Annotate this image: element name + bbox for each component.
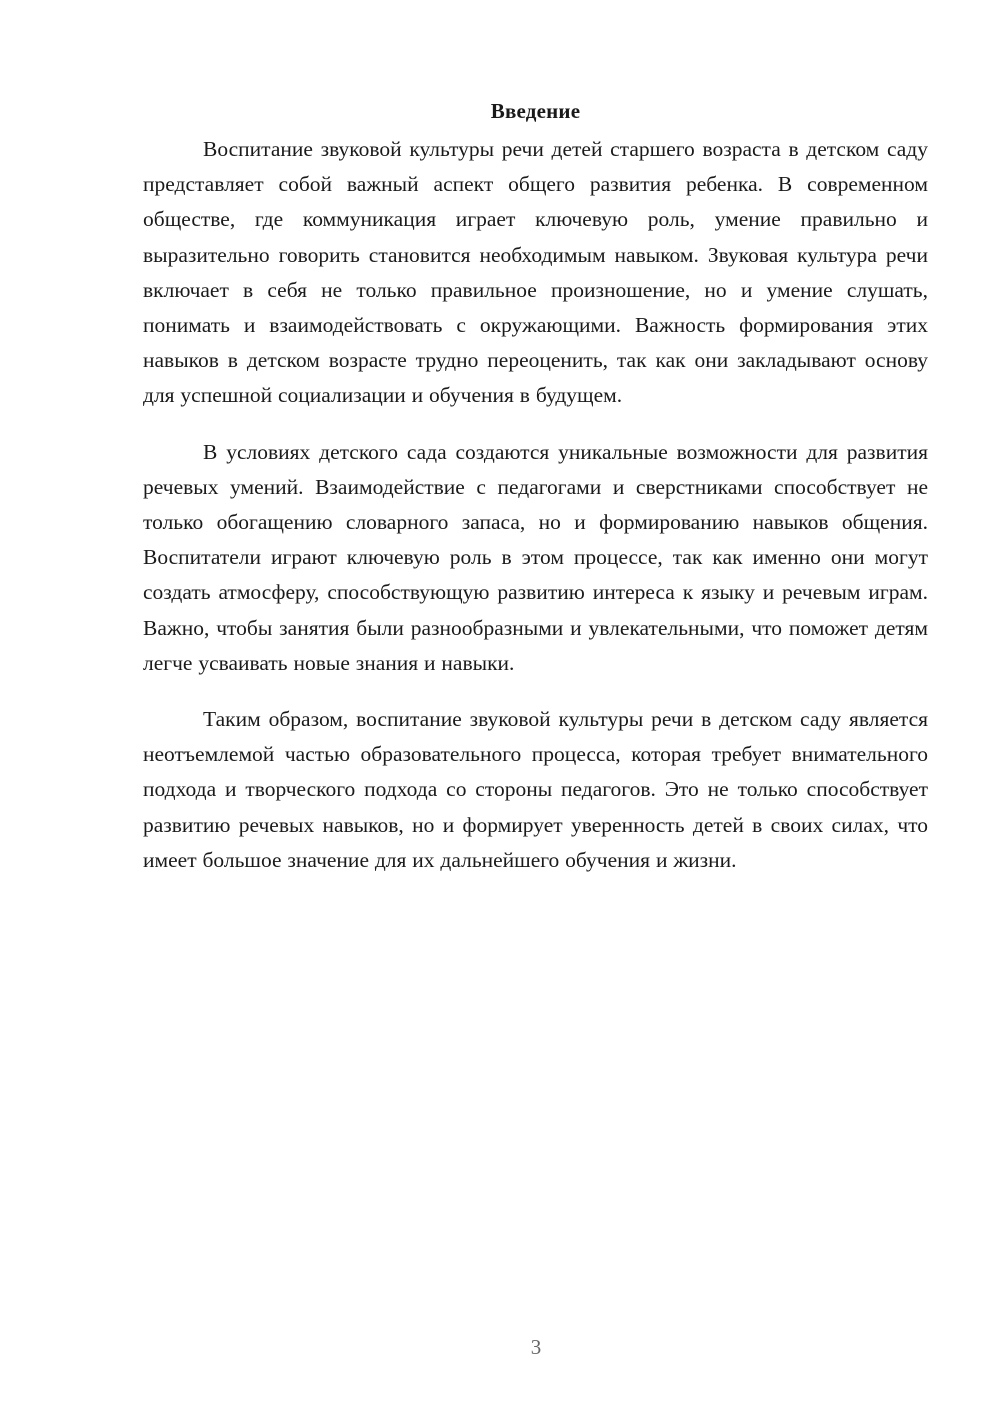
page-number: 3 xyxy=(530,1335,542,1359)
section-heading: Введение xyxy=(490,99,581,123)
page-content xyxy=(143,96,928,899)
paragraph-2: В условиях детского сада создаются уникальные возможности для развития речевых умений. Взаимодействие с педагогами и сверстниками способствует не только обогащению словарного запаса, но и формированию навыков общения. Воспитатели играют ключевую роль в этом процессе, так как именно они могут создать атмосферу, способствующую развитию интереса к языку и речевым играм. Важно, чтобы занятия были разнообразными и увлекательными, что поможет детям легче усваивать новые знания и навыки. xyxy=(143,439,928,675)
paragraph-3: Таким образом, воспитание звуковой культуры речи в детском саду является неотъемлемой частью образовательного процесса, которая требует внимательного подхода и творческого подхода со стороны педагогов. Это не только способствует развитию речевых навыков, но и формирует уверенность детей в своих силах, что имеет большое значение для их дальнейшего обучения и жизни. xyxy=(143,707,928,872)
paragraph-1: Воспитание звуковой культуры речи детей старшего возраста в детском саду представляет собой важный аспект общего развития ребенка. В современном обществе, где коммуникация играет ключевую роль, умение правильно и выразительно говорить становится необходимым навыком. Звуковая культура речи включает в себя не только правильное произношение, но и умение слушать, понимать и взаимодействовать с окружающими. Важность формирования этих навыков в детском возрасте трудно переоценить, так как они закладывают основу для успешной социализации и обучения в будущем. xyxy=(143,137,928,408)
